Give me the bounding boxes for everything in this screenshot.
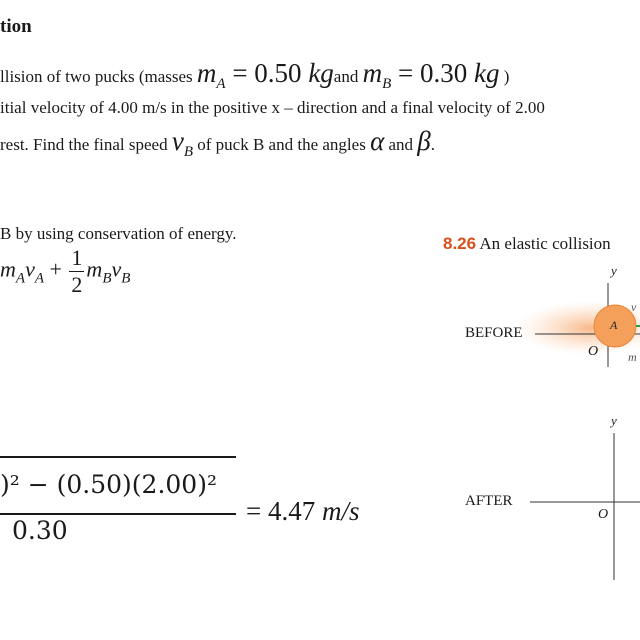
problem-line-1 bbox=[0, 58, 509, 93]
after-label: AFTER bbox=[465, 493, 513, 509]
problem-line-2: itial velocity of 4.00 m/s in the positive x – direction and a final velocity of 2.00 bbox=[0, 98, 545, 117]
problem-text-and: and bbox=[384, 135, 418, 154]
velocity-b-symbol: v bbox=[171, 126, 184, 156]
mass-a-subscript: A bbox=[216, 76, 226, 92]
eq-sub: B bbox=[102, 270, 112, 287]
result-unit: m/s bbox=[321, 496, 360, 526]
energy-equation bbox=[0, 245, 130, 298]
figure-caption: An elastic collision bbox=[476, 234, 611, 253]
collision-diagram bbox=[440, 255, 640, 585]
before-origin-label: O bbox=[588, 344, 599, 359]
eq-velocity-b: v bbox=[111, 256, 122, 282]
eq-sub: B bbox=[121, 270, 131, 287]
radical-bar bbox=[0, 456, 236, 458]
mass-b-subscript: B bbox=[382, 76, 392, 92]
puck-a-label: A bbox=[610, 318, 618, 332]
radical-numerator: )² − (0.50)(2.00)² bbox=[0, 470, 217, 499]
problem-text: llision of two pucks (masses bbox=[0, 67, 197, 86]
one-half-fraction bbox=[69, 245, 84, 298]
beta-symbol: β bbox=[417, 126, 431, 156]
problem-text: rest. Find the final speed bbox=[0, 135, 172, 154]
figure-title bbox=[443, 234, 611, 254]
velocity-b-subscript: B bbox=[183, 144, 194, 160]
eq-sub: A bbox=[15, 270, 26, 287]
radical-denominator: 0.30 bbox=[12, 516, 68, 545]
mass-a-value: = 0.50 bbox=[225, 58, 309, 88]
fraction-numerator: 1 bbox=[71, 245, 83, 270]
problem-text-mid: of puck B and the angles bbox=[193, 135, 371, 154]
after-origin-label: O bbox=[598, 507, 609, 522]
mass-a-symbol: m bbox=[196, 58, 217, 88]
eq-mass-b: m bbox=[86, 256, 103, 282]
mass-b-value: = 0.30 bbox=[391, 58, 474, 88]
edge-v-label: v bbox=[631, 300, 637, 314]
alpha-symbol: α bbox=[370, 126, 385, 156]
result-number: = 4.47 bbox=[246, 496, 322, 526]
problem-line-3 bbox=[0, 126, 435, 161]
figure-number: 8.26 bbox=[443, 234, 477, 253]
before-label: BEFORE bbox=[465, 325, 523, 341]
mass-b-unit: kg bbox=[474, 58, 500, 88]
mass-b-symbol: m bbox=[362, 58, 383, 88]
fraction-denominator: 2 bbox=[71, 272, 83, 297]
eq-mass-a: m bbox=[0, 256, 16, 282]
fraction-bar bbox=[0, 513, 236, 515]
solution-line-1: B by using conservation of energy. bbox=[0, 224, 237, 243]
problem-text-and: and bbox=[333, 67, 363, 86]
edge-m-label: m bbox=[628, 350, 637, 364]
mass-a-unit: kg bbox=[308, 58, 334, 88]
section-heading: tion bbox=[0, 16, 32, 37]
eq-sub: A bbox=[34, 270, 44, 287]
problem-text-end: . bbox=[430, 135, 435, 154]
eq-plus: + bbox=[44, 256, 62, 282]
problem-text-end: ) bbox=[499, 67, 510, 86]
result-value bbox=[246, 496, 360, 527]
eq-velocity-a: v bbox=[25, 256, 35, 282]
after-y-label: y bbox=[611, 413, 617, 428]
before-y-label: y bbox=[611, 263, 617, 278]
